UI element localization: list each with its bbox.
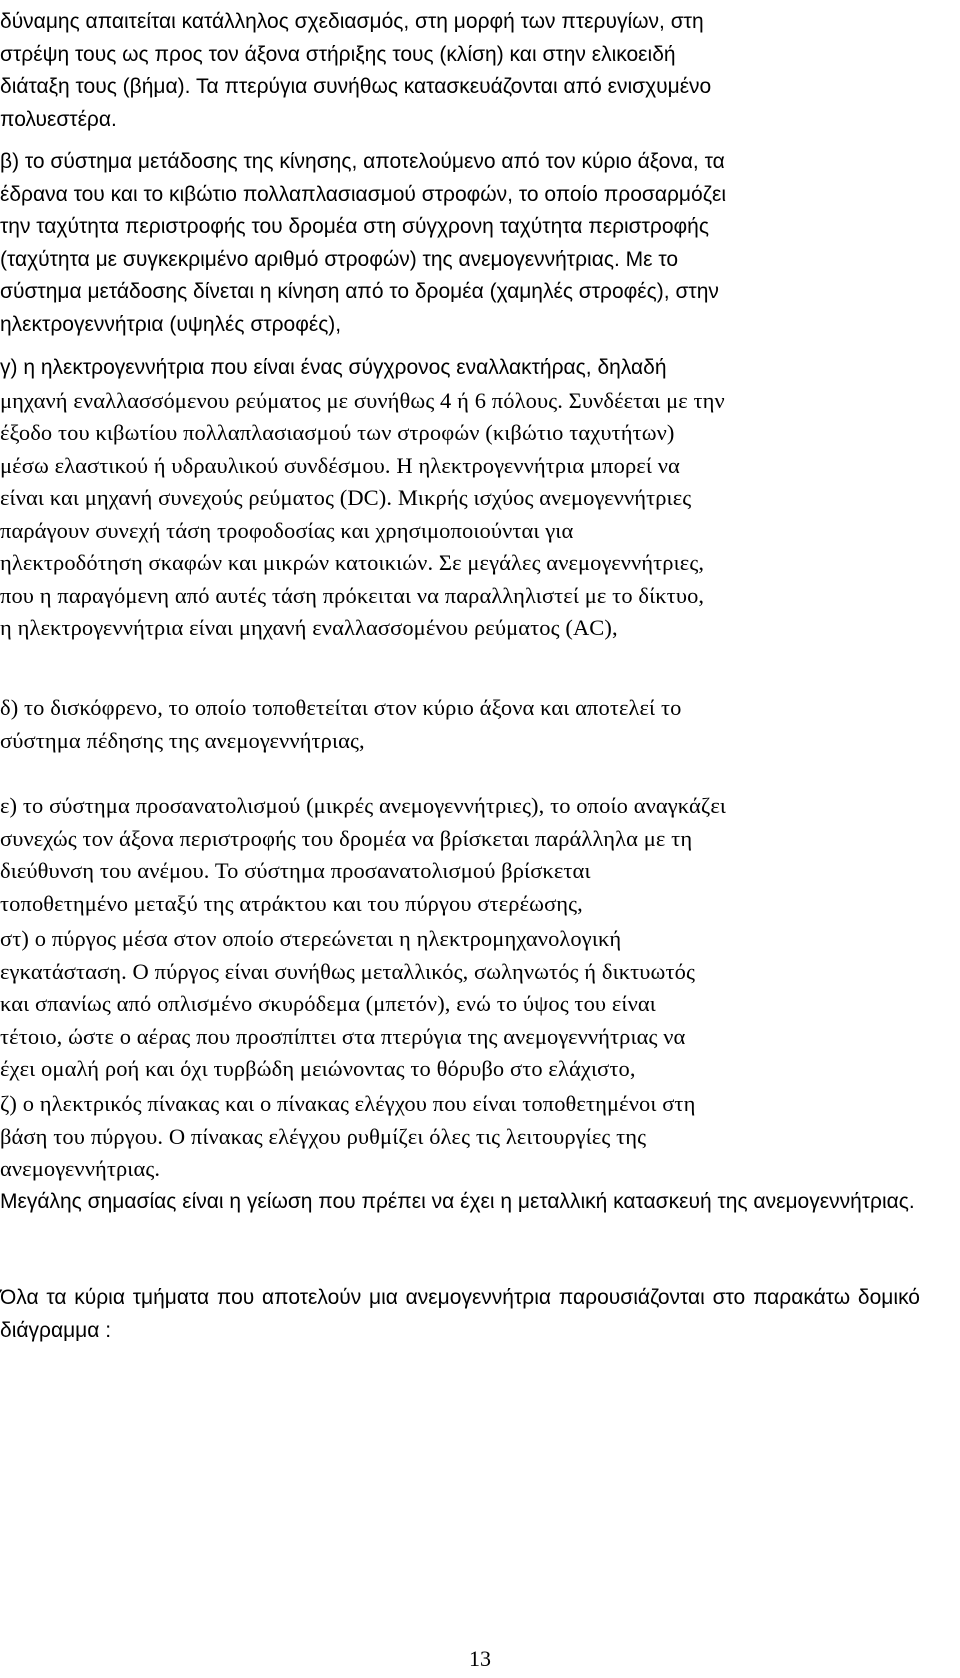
text-line: είναι και μηχανή συνεχούς ρεύματος (DC). Μικρής ισχύος ανεμογεννήτριες: [0, 485, 692, 510]
text-line: έχει ομαλή ροή και όχι τυρβώδη μειώνοντας το θόρυβο στο ελάχιστο,: [0, 1056, 636, 1081]
text-line: γ) η ηλεκτρογεννήτρια που είναι ένας σύγχρονος εναλλακτήρας, δηλαδή: [0, 356, 667, 379]
text-line: την ταχύτητα περιστροφής του δρομέα στη σύγχρονη ταχύτητα περιστροφής: [0, 215, 709, 238]
paragraph-f-tower: [0, 923, 920, 1086]
paragraph-c-generator: [0, 352, 920, 645]
text-line: συνεχώς τον άξονα περιστροφής του δρομέα να βρίσκεται παράλληλα με τη: [0, 825, 693, 851]
text-line: σύστημα μετάδοσης δίνεται η κίνηση από το δρομέα (χαμηλές στροφές), στην: [0, 280, 719, 303]
text-line: έδρανα του και το κιβώτιο πολλαπλασιασμού στροφών, το οποίο προσαρμόζει: [0, 182, 726, 206]
text-line: πολυεστέρα.: [0, 107, 117, 131]
text-line: ε) το σύστημα προσανατολισμού (μικρές ανεμογεννήτριες), το οποίο αναγκάζει: [0, 793, 727, 818]
text-line: δύναμης απαιτείται κατάλληλος σχεδιασμός, στη μορφή των πτερυγίων, στη: [0, 10, 704, 33]
paragraph-diagram-intro: Όλα τα κύρια τμήματα που αποτελούν μια ανεμογεννήτρια παρουσιάζονται στο παρακάτω δομικό διάγραμμα :: [0, 1286, 920, 1342]
text-line: β) το σύστημα μετάδοσης της κίνησης, αποτελούμενο από τον κύριο άξονα, τα: [0, 150, 725, 173]
page-number: 13: [469, 1646, 491, 1671]
paragraph-grounding: Μεγάλης σημασίας είναι η γείωση που πρέπει να έχει η μεταλλική κατασκευή της ανεμογεννήτριας.: [0, 1190, 915, 1213]
paragraph-e-yaw-system: [0, 790, 920, 920]
text-line: η ηλεκτρογεννήτρια είναι μηχανή εναλλασσομένου ρεύματος (AC),: [0, 615, 618, 640]
text-line: παράγουν συνεχή τάση τροφοδοσίας και χρησιμοποιούνται για: [0, 517, 574, 543]
text-line: δ) το δισκόφρενο, το οποίο τοποθετείται στον κύριο άξονα και αποτελεί το: [0, 695, 682, 720]
text-line: μηχανή εναλλασσόμενου ρεύματος με συνήθως 4 ή 6 πόλους. Συνδέεται με την: [0, 387, 725, 413]
text-line: στρέψη τους ως προς τον άξονα στήριξης τους (κλίση) και στην ελικοειδή: [0, 42, 676, 66]
paragraph-g-control-panel: [0, 1088, 920, 1186]
text-line: σύστημα πέδησης της ανεμογεννήτριας,: [0, 727, 365, 753]
text-line: που η παραγόμενη από αυτές τάση πρόκειται να παραλληλιστεί με το δίκτυο,: [0, 582, 705, 608]
text-line: βάση του πύργου. Ο πίνακας ελέγχου ρυθμίζει όλες τις λειτουργίες της: [0, 1123, 647, 1149]
paragraph-d-disc-brake: [0, 692, 920, 757]
text-line: τοποθετημένο μεταξύ της ατράκτου και του πύργου στερέωσης,: [0, 890, 583, 916]
text-line: ηλεκτρογεννήτρια (υψηλές στροφές),: [0, 312, 342, 336]
text-line: τέτοιο, ώστε ο αέρας που προσπίπτει στα πτερύγια της ανεμογεννήτριας να: [0, 1023, 686, 1049]
text-line: ηλεκτροδότηση σκαφών και μικρών κατοικιών. Σε μεγάλες ανεμογεννήτριες,: [0, 550, 705, 575]
text-line: στ) ο πύργος μέσα στον οποίο στερεώνεται η ηλεκτρομηχανολογική: [0, 926, 622, 951]
text-line: ζ) ο ηλεκτρικός πίνακας και ο πίνακας ελέγχου που είναι τοποθετημένοι στη: [0, 1091, 696, 1116]
paragraph-blades-continuation: [0, 6, 920, 136]
text-line: μέσω ελαστικού ή υδραυλικού συνδέσμου. Η ηλεκτρογεννήτρια μπορεί να: [0, 452, 680, 478]
text-line: διάταξη τους (βήμα). Τα πτερύγια συνήθως κατασκευάζονται από ενισχυμένο: [0, 75, 712, 98]
paragraph-b-transmission-system: [0, 146, 920, 341]
text-line: έξοδο του κιβωτίου πολλαπλασιασμού των στροφών (κιβώτιο ταχυτήτων): [0, 420, 675, 445]
text-line: και σπανίως από οπλισμένο σκυρόδεμα (μπετόν), ενώ το ύψος του είναι: [0, 991, 656, 1016]
text-line: ανεμογεννήτριας.: [0, 1156, 161, 1181]
text-line: διεύθυνση του ανέμου. Το σύστημα προσανατολισμού βρίσκεται: [0, 858, 591, 883]
text-line: εγκατάσταση. Ο πύργος είναι συνήθως μεταλλικός, σωληνωτός ή δικτυωτός: [0, 958, 695, 984]
text-line: (ταχύτητα με συγκεκριμένο αριθμό στροφών) της ανεμογεννήτριας. Με το: [0, 247, 678, 271]
